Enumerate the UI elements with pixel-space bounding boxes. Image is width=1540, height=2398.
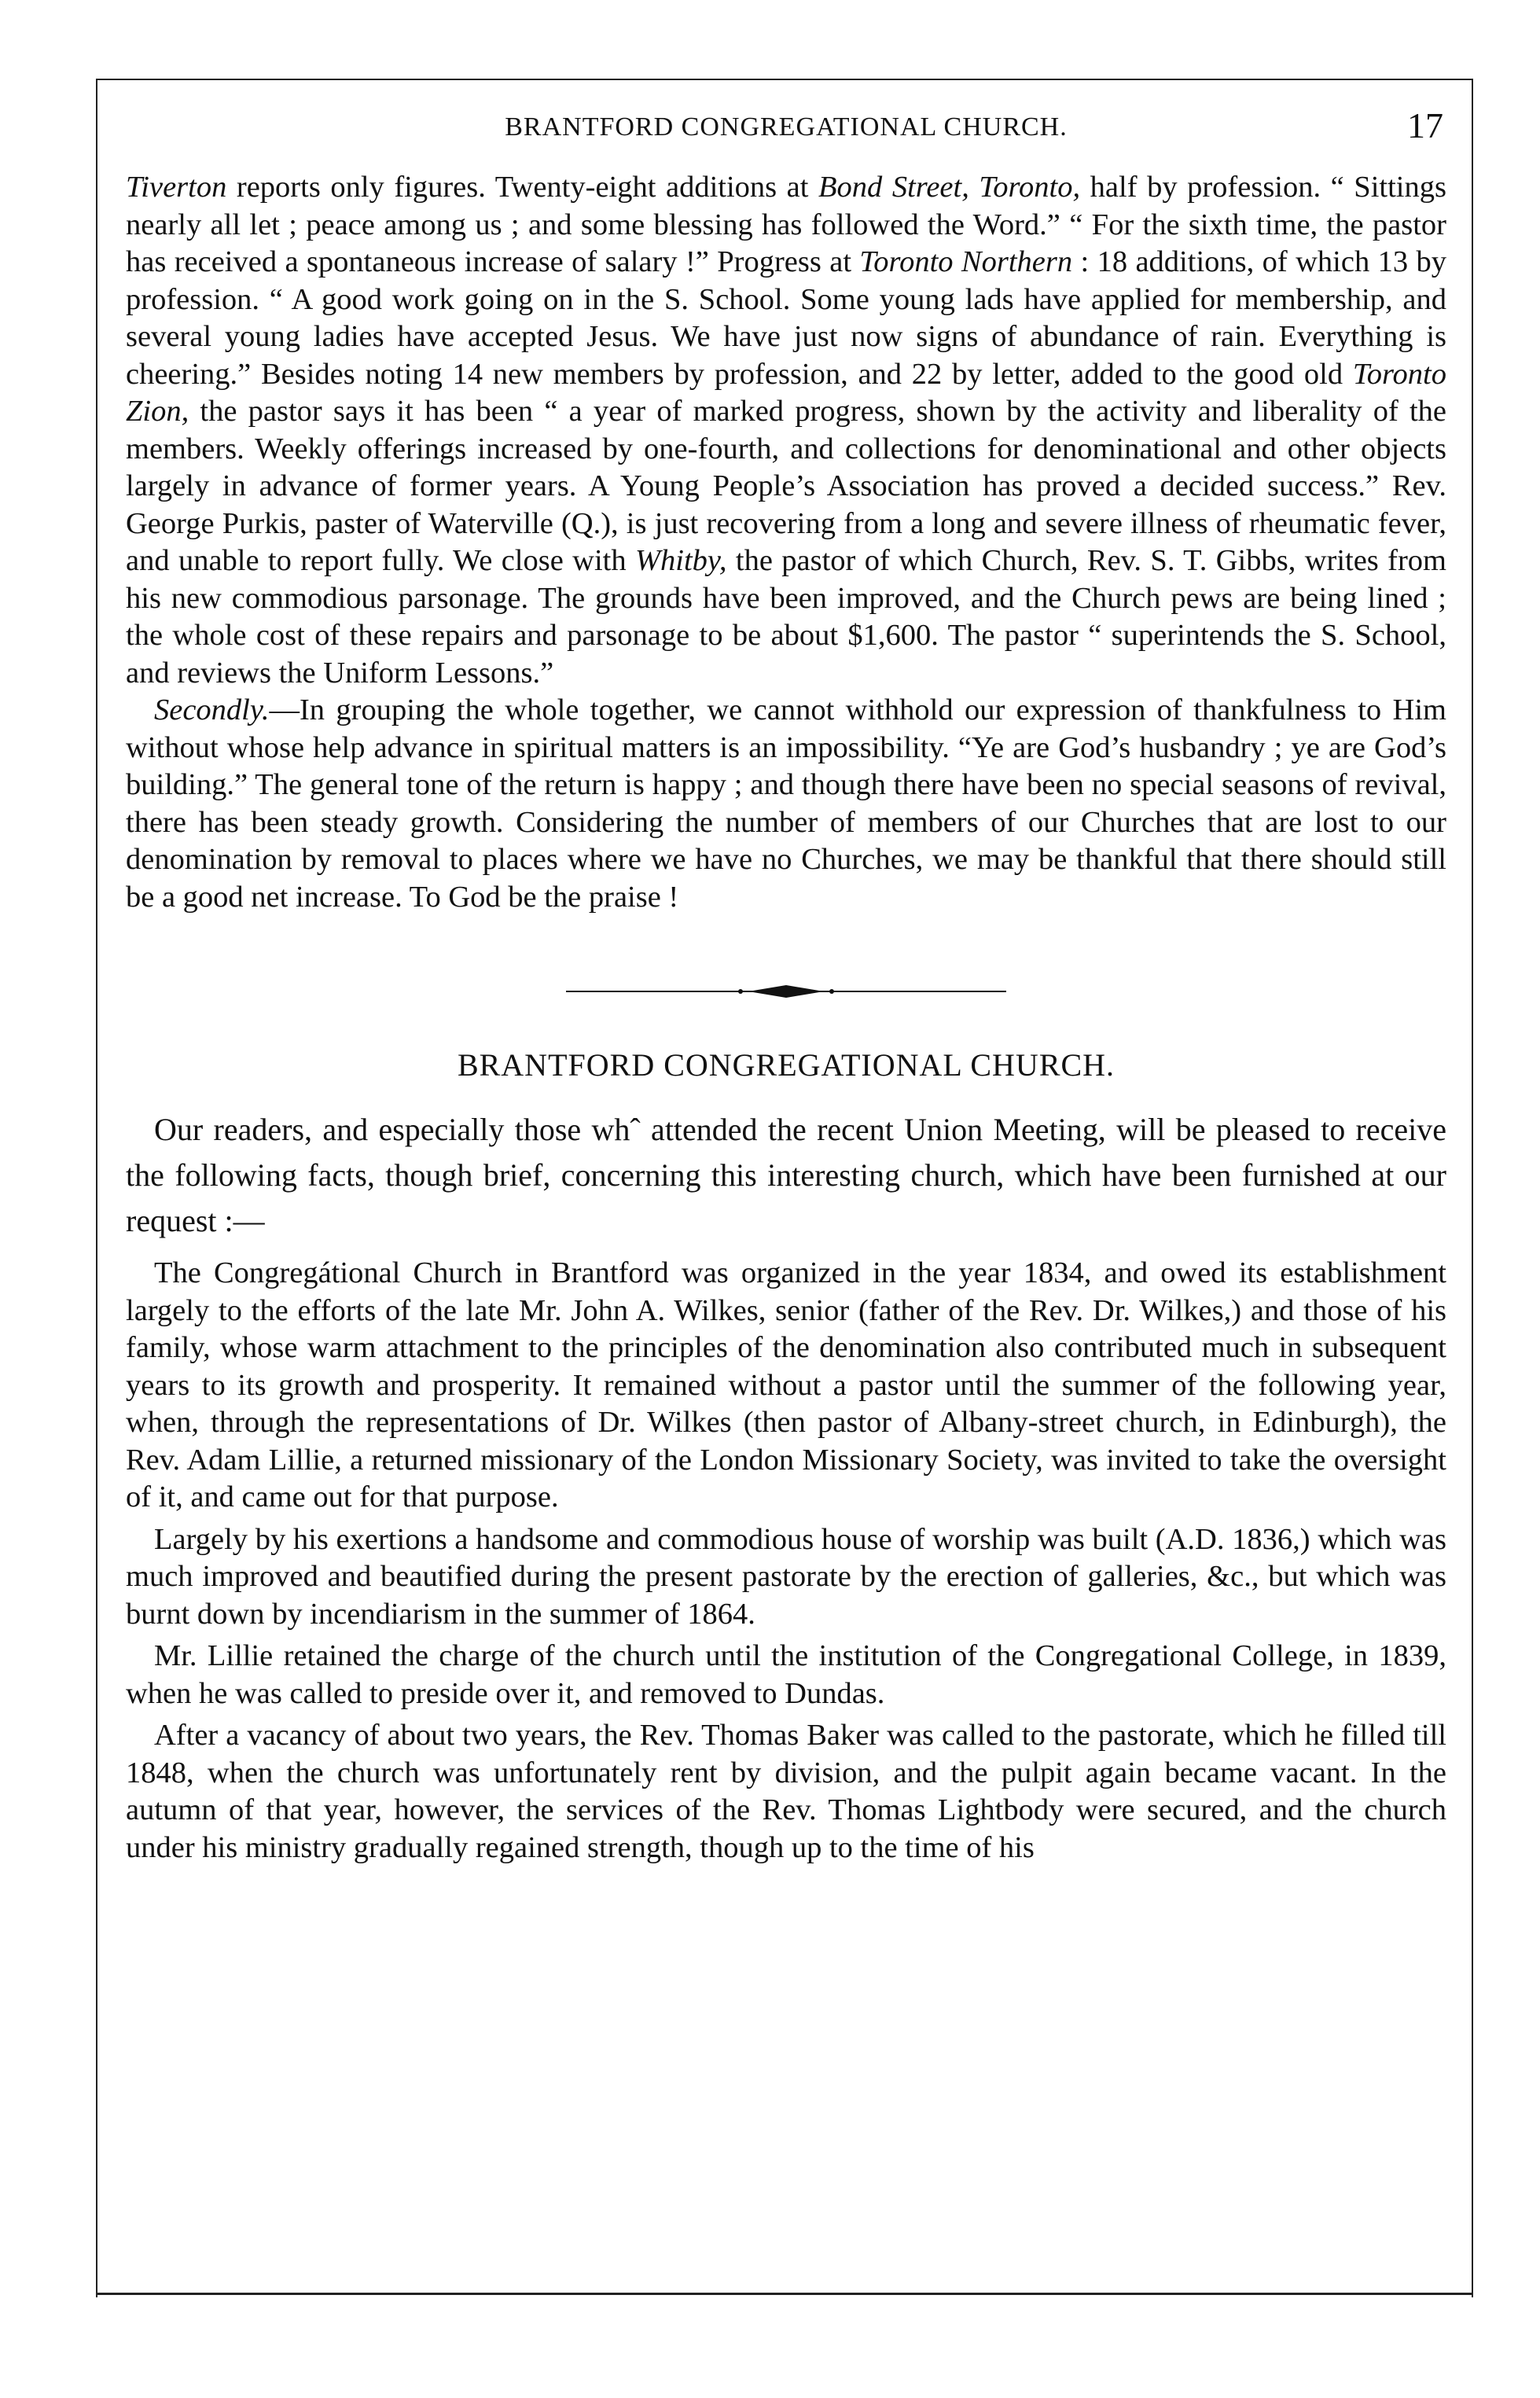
text-run: —In grouping the whole together, we cannot withhold our expression of thankfulness to Him without whose help advance in spiritual matters is an impossibility. “Ye are God’s husbandry ; ye are God’s building.” The general tone of the return is happy ; and though there have been no special seasons of revival, there has been steady growth. Considering the number of members of our Churches that are lost to our denomination by removal to places where we have no Churches, we may be thankful that there should still be a good net increase. To God be the praise ! [126, 693, 1446, 914]
place-name: Whitby, [634, 544, 727, 577]
text-run: half by profession. “ Sittings nearly all let ; peace among us ; and some blessing has followed the Word.” “ For the sixth time, the pastor has received a spontaneous increase of salary !” Progress at [126, 171, 1446, 278]
text-run: : 18 additions, of which 13 by profession. “ A good work going on in the S. School. Some young lads have applied for membership, and several young ladies have accepted Jesus. We have just now signs of abundance of rain. Everything is cheering.” Besides noting 14 new members by profession, and 22 by letter, added to the good old [126, 245, 1446, 391]
section-intro [126, 1107, 1446, 1244]
intro-paragraph: Our readers, and especially those whˆ attended the recent Union Meeting, will be pleased to receive the following facts, though brief, concerning this interesting church, which have been furnished at our request :— [126, 1112, 1446, 1238]
section-heading: BRANTFORD CONGREGATIONAL CHURCH. [457, 1047, 1115, 1083]
section-article [126, 1255, 1446, 1867]
running-head [126, 98, 1446, 169]
divider-icon [566, 976, 1006, 1007]
section-divider-ornament [566, 976, 1006, 1007]
paragraph [126, 692, 1446, 916]
paragraph: The Congregátional Church in Brantford was organized in the year 1834, and owed its establishment largely to the efforts of the late Mr. John A. Wilkes, senior (father of the Rev. Dr. Wilkes,) and those of his family, whose warm attachment to the principles of the denomination also contributed much in subsequent years to its growth and prosperity. It remained without a pastor until the summer of the following year, when, through the representations of Dr. Wilkes (then pastor of Albany-street church, in Edinburgh), the Rev. Adam Lillie, a returned missionary of the London Missionary Society, was invited to take the oversight of it, and came out for that purpose. [126, 1256, 1446, 1513]
page-content [126, 98, 1446, 1867]
running-title: BRANTFORD CONGREGATIONAL CHURCH. [505, 112, 1068, 142]
emphasis: Secondly. [154, 693, 270, 726]
place-name: Tiverton [126, 171, 227, 204]
place-name: Bond Street, Toronto, [818, 171, 1081, 204]
bottom-rule [96, 2293, 1473, 2295]
paragraph [126, 169, 1446, 692]
text-run: reports only figures. Twenty-eight additions at [226, 171, 819, 204]
page-number: 17 [1407, 105, 1443, 145]
place-name: Toronto Zion, [126, 357, 1446, 428]
continued-article [126, 169, 1446, 916]
place-name: Toronto Northern [859, 245, 1073, 278]
paragraph: Largely by his exertions a handsome and commodious house of worship was built (A.D. 1836,) which was much improved and beautified during the present pastorate by the erection of galleries, &c., but which was burnt down by incendiarism in the summer of 1864. [126, 1522, 1446, 1631]
text-run: the pastor says it has been “ a year of marked progress, shown by the activity and liberality of the members. Weekly offerings increased by one-fourth, and collections for denominational and other objects largely in advance of former years. A Young People’s Association has proved a decided success.” Rev. George Purkis, paster of Waterville (Q.), is just recovering from a long and severe illness of rheumatic fever, and unable to report fully. We close with [126, 395, 1446, 577]
text-run: the pastor of which Church, Rev. S. T. Gibbs, writes from his new commodious parsonage. The grounds have been improved, and the Church pews are being lined ; the whole cost of these repairs and parsonage to be about $1,600. The pastor “ superintends the S. School, and reviews the Uniform Lessons.” [126, 544, 1446, 690]
paragraph: After a vacancy of about two years, the Rev. Thomas Baker was called to the pastorate, which he filled till 1848, when the church was unfortunately rent by division, and the pulpit again became vacant. In the autumn of that year, however, the services of the Rev. Thomas Lightbody were secured, and the church under his ministry gradually regained strength, though up to the time of his [126, 1719, 1446, 1864]
paragraph: Mr. Lillie retained the charge of the church until the institution of the Congregational College, in 1839, when he was called to preside over it, and removed to Dundas. [126, 1639, 1446, 1710]
